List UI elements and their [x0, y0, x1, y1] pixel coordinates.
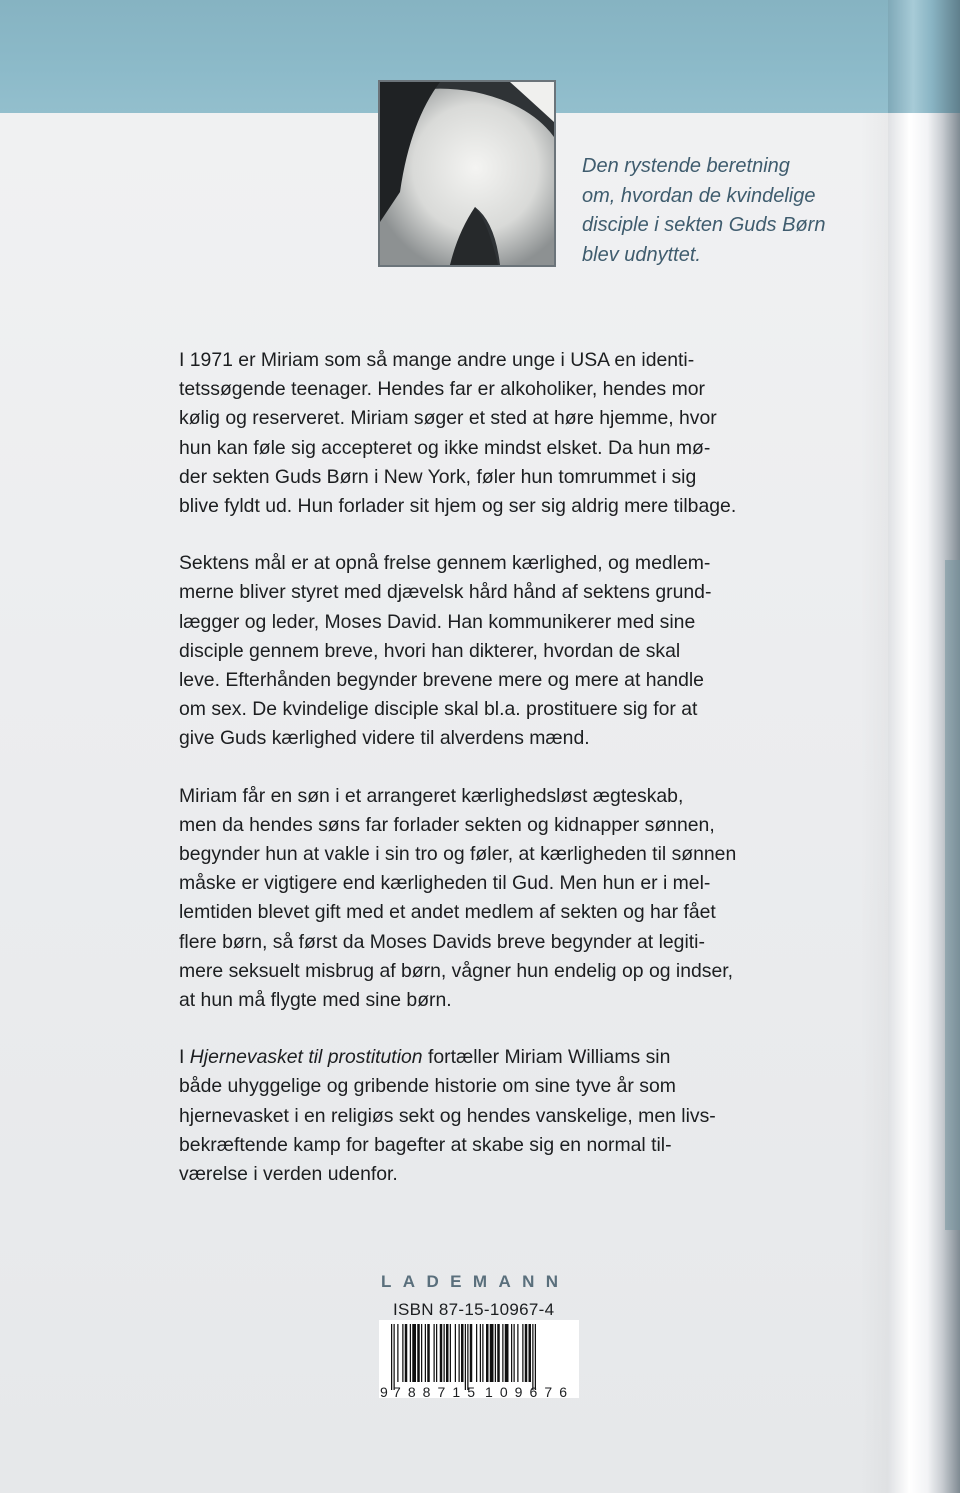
blurb-line: flere børn, så først da Moses Davids breve begynder at legiti- [179, 930, 705, 953]
blurb-line: værelse i verden udenfor. [179, 1163, 398, 1186]
barcode-right-group: 109676 [485, 1384, 567, 1400]
blurb-line: at hun må flygte med sine børn. [179, 989, 452, 1012]
cover-photo [378, 80, 556, 267]
tagline [582, 152, 852, 270]
blurb-line: både uhyggelige og gribende historie om sine tyve år som [179, 1075, 676, 1098]
blurb-line: kølig og reserveret. Miriam søger et sted at høre hjemme, hvor [179, 407, 717, 430]
blurb-line-with-title [179, 1043, 761, 1072]
blurb-line: Sektens mål er at opnå frelse gennem kærlighed, og medlem- [179, 552, 711, 575]
barcode-bar [436, 1324, 437, 1382]
blurb-paragraph-3 [179, 782, 761, 1016]
barcode-bar [446, 1324, 449, 1382]
barcode-bar [490, 1324, 494, 1382]
tagline-line: Den rystende beretning [582, 155, 790, 177]
barcode-bar [470, 1324, 473, 1382]
barcode-bar [450, 1324, 451, 1382]
blurb-line: lægger og leder, Moses David. Han kommunikerer med sine [179, 610, 696, 633]
blurb-line: begynder hun at vakle i sin tro og føler, at kærligheden til sønnen [179, 843, 737, 866]
blurb-line: Miriam får en søn i et arrangeret kærlighedsløst ægteskab, [179, 784, 684, 807]
blurb-line: merne bliver styret med djævelsk hård hånd af sektens grund- [179, 581, 712, 604]
barcode-bar [482, 1324, 483, 1382]
barcode-bar [397, 1324, 398, 1382]
blurb-line: lemtiden blevet gift med et andet medlem af sekten og har fået [179, 901, 716, 924]
barcode-bar [476, 1324, 477, 1382]
blurb-paragraph-1 [179, 346, 761, 521]
tagline-line: om, hvordan de kvindelige [582, 184, 816, 207]
barcode-bar [486, 1324, 489, 1382]
barcode-bar [535, 1324, 536, 1390]
blurb-line: I 1971 er Miriam som så mange andre unge i USA en identi- [179, 349, 695, 371]
barcode-bar [434, 1324, 435, 1382]
publisher-logo: LADEMANN [381, 1272, 570, 1291]
barcode-bars [391, 1324, 536, 1390]
blurb-suffix: fortæller Miriam Williams sin [422, 1046, 671, 1069]
blurb-line: hun kan føle sig accepteret og ikke mindst elsket. Da hun mø- [179, 436, 711, 459]
barcode-bar [421, 1324, 422, 1382]
blurb-line: mere seksuelt misbrug af børn, vågner hun endelig op og indser, [179, 959, 734, 982]
barcode-bar [511, 1324, 512, 1382]
blurb-line: blive fyldt ud. Hun forlader sit hjem og ser sig aldrig mere tilbage. [179, 495, 737, 518]
barcode-bar [505, 1324, 509, 1382]
barcode-bar [532, 1324, 533, 1390]
barcode-bar [459, 1324, 460, 1382]
blurb-line: bekræftende kamp for bagefter at skabe sig en normal til- [179, 1133, 672, 1156]
barcode-left-group: 788715 [393, 1384, 475, 1400]
barcode-bar [410, 1324, 411, 1382]
blurb-paragraph-4 [179, 1043, 761, 1189]
barcode-bar [405, 1324, 408, 1382]
blurb [179, 346, 761, 1217]
barcode-lead-digit: 9 [380, 1384, 388, 1400]
barcode-bar [467, 1324, 468, 1390]
barcode-bar [425, 1324, 426, 1382]
barcode-bar [455, 1324, 456, 1382]
cover-photo-image [380, 82, 554, 265]
tagline-line: blev udnyttet. [582, 243, 701, 266]
barcode [379, 1320, 579, 1400]
isbn-number: ISBN 87-15-10967-4 [393, 1300, 555, 1319]
barcode-bar [514, 1324, 515, 1382]
book-title-italic: Hjernevasket til prostitution [189, 1046, 423, 1069]
blurb-prefix: I [179, 1046, 190, 1069]
blurb-line: om sex. De kvindelige disciple skal bl.a. prostituere sig for at [179, 698, 698, 721]
blurb-line: leve. Efterhånden begynder brevene mere og mere at handle [179, 669, 704, 692]
barcode-bar [497, 1324, 500, 1382]
barcode-bar [461, 1324, 464, 1382]
barcode-bar [391, 1324, 392, 1390]
barcode-bar [517, 1324, 518, 1382]
barcode-bar [495, 1324, 496, 1382]
barcode-bar [427, 1324, 430, 1382]
blurb-line: måske er vigtigere end kærligheden til Gud. Men hun er i mel- [179, 872, 711, 895]
blurb-line: der sekten Guds Børn i New York, føler hun tomrummet i sig [179, 465, 697, 488]
barcode-bar [417, 1324, 420, 1382]
blurb-paragraph-2 [179, 549, 761, 753]
barcode-bar [440, 1324, 443, 1382]
blurb-line: men da hendes søns far forlader sekten og kidnapper sønnen, [179, 813, 715, 836]
barcode-bar [522, 1324, 523, 1382]
barcode-bar [394, 1324, 395, 1390]
blurb-line: hjernevasket i en religiøs sekt og hendes vanskelige, men livs- [179, 1104, 716, 1127]
barcode-bar [480, 1324, 481, 1382]
barcode-bar [529, 1324, 532, 1382]
barcode-bar [525, 1324, 528, 1382]
spine-color-band [888, 0, 960, 113]
blurb-line: give Guds kærlighed videre til alverdens mænd. [179, 727, 590, 750]
barcode-bar [465, 1324, 466, 1390]
barcode-bar [412, 1324, 416, 1382]
spine-shadow [945, 560, 960, 1230]
blurb-line: disciple gennem breve, hvori han dikterer, hvordan de skal [179, 639, 681, 662]
blurb-line: tetssøgende teenager. Hendes far er alkoholiker, hendes mor [179, 378, 706, 401]
barcode-bar [502, 1324, 503, 1382]
tagline-line: disciple i sekten Guds Børn [582, 214, 826, 236]
barcode-bar [402, 1324, 403, 1382]
barcode-bar [444, 1324, 445, 1382]
